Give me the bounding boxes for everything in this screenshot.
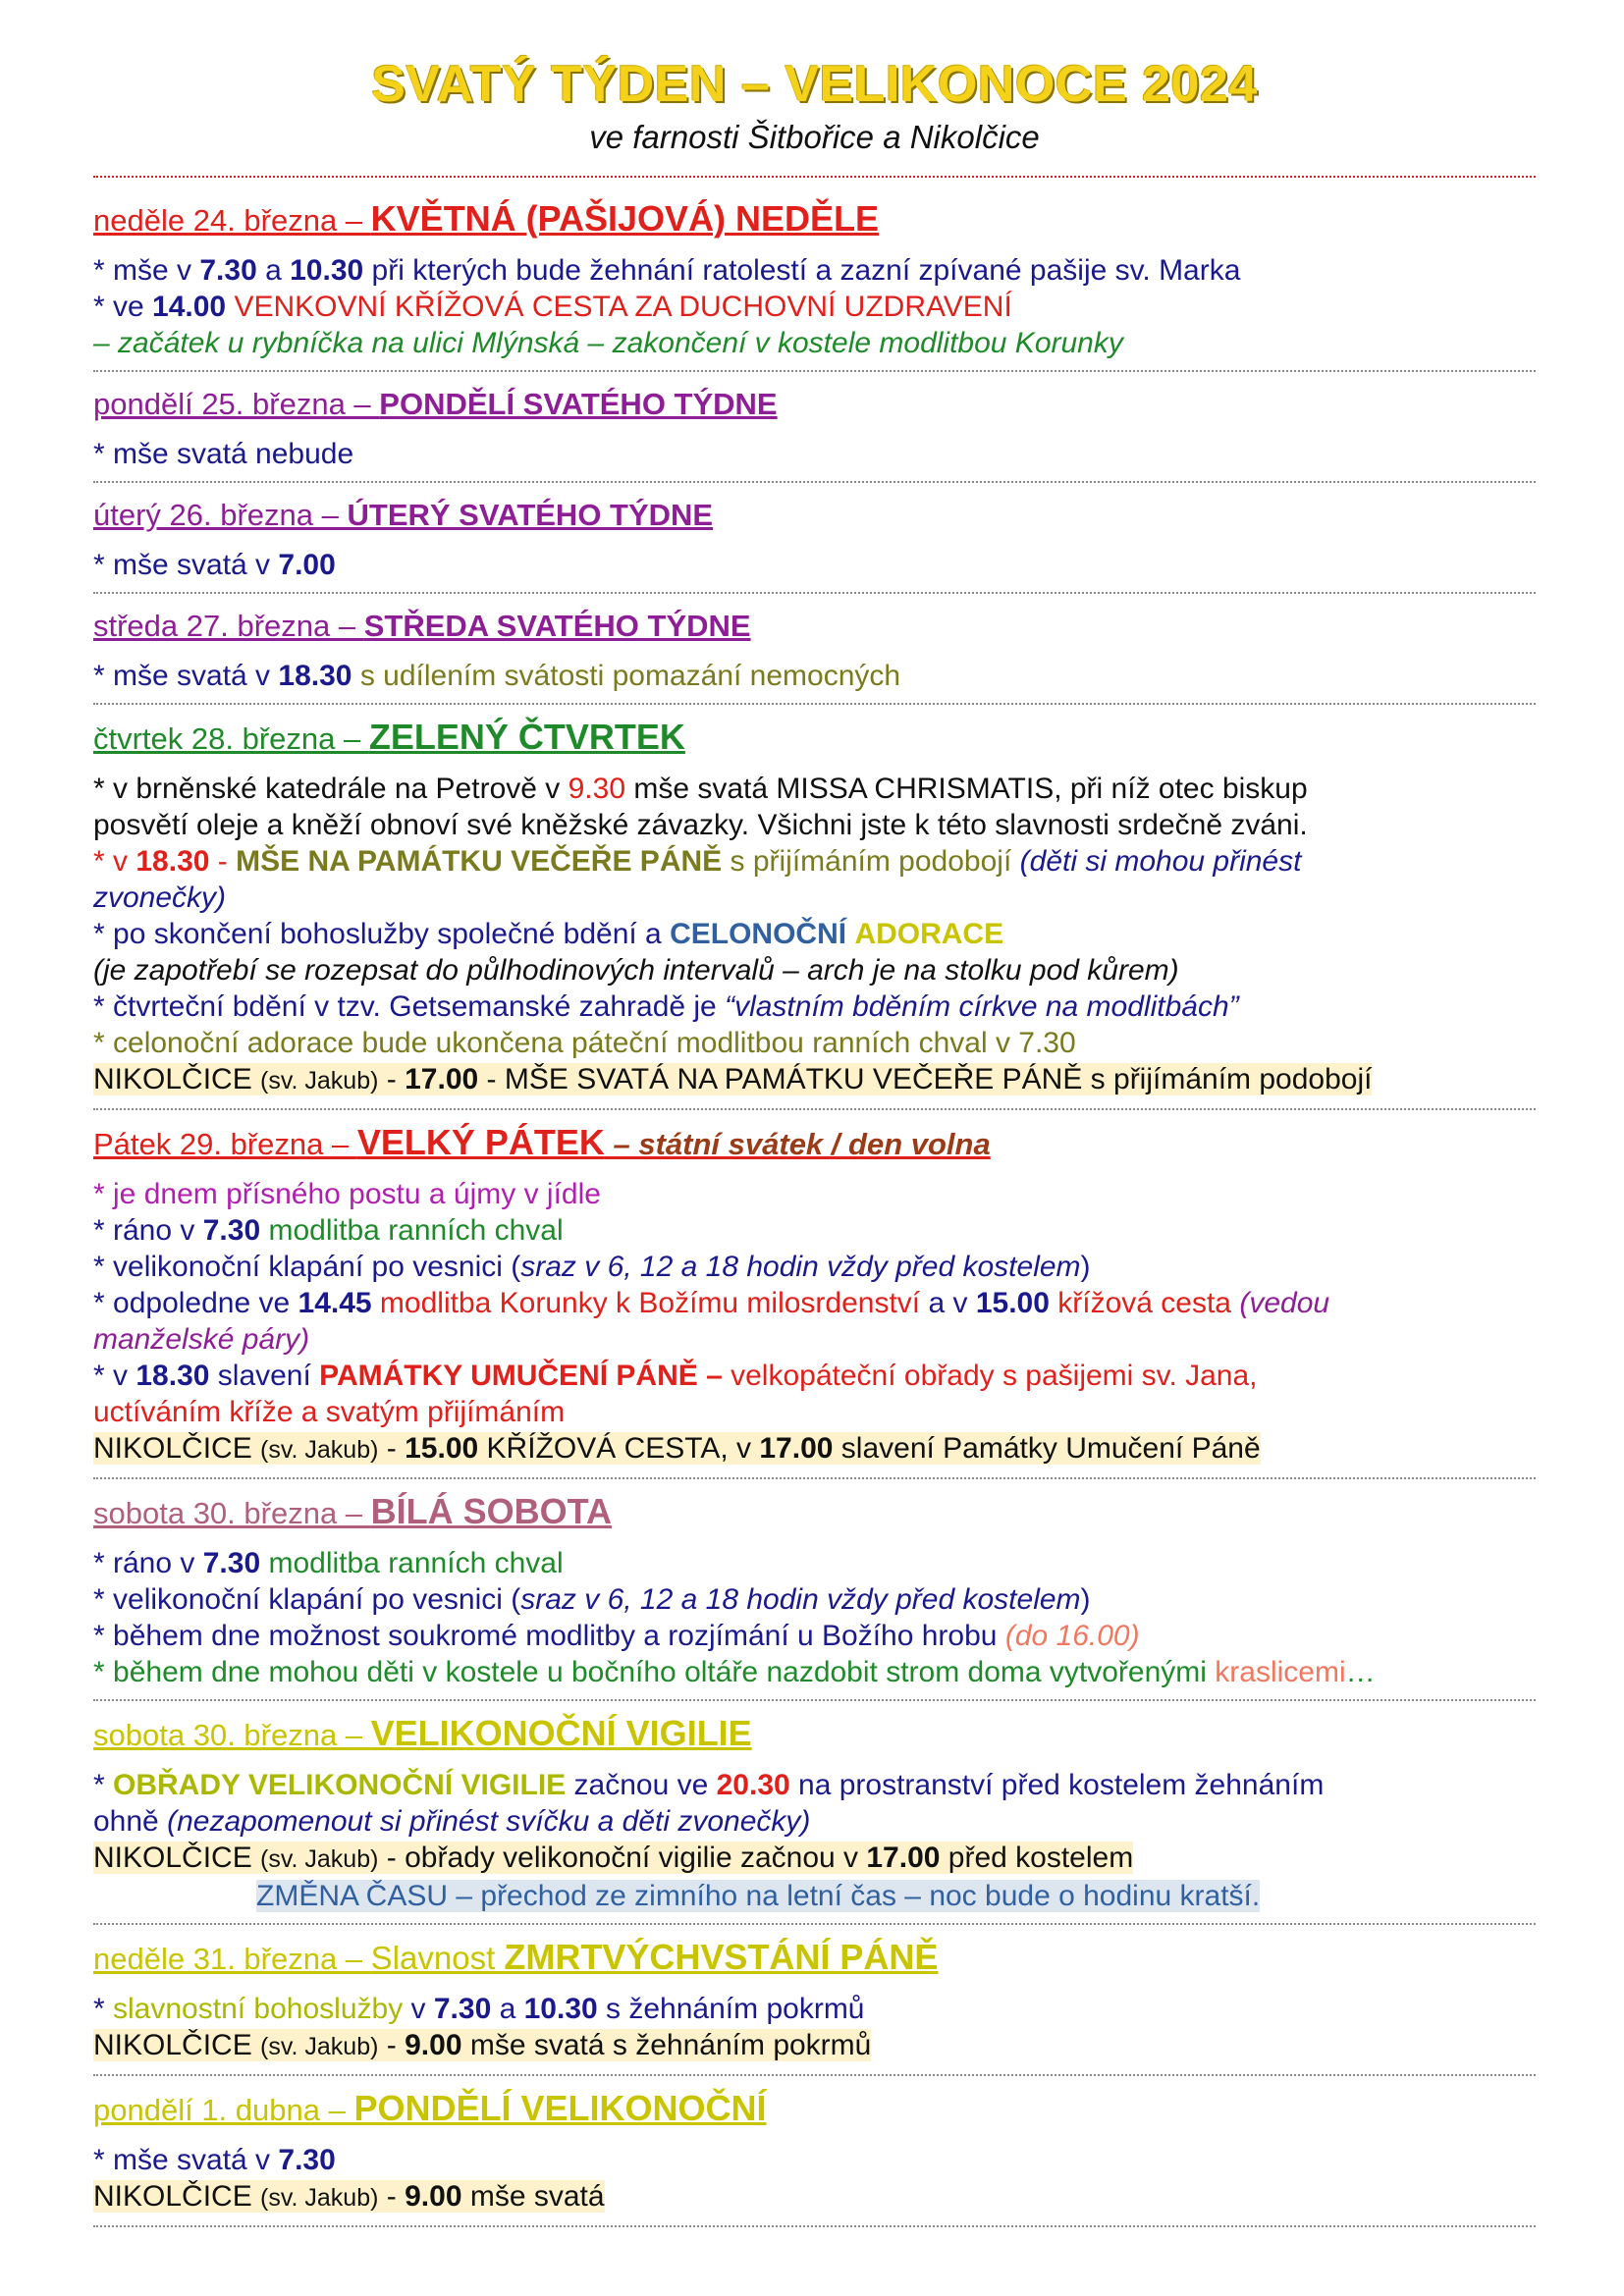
nikolcice-line: NIKOLČICE (sv. Jakub) - 17.00 - MŠE SVATÁ NA PAMÁTKU VEČEŘE PÁNĚ s přijímáním podobojí [93, 1063, 1373, 1095]
schedule-line: posvětí oleje a kněží obnoví své kněžské závazky. Všichni jste k této slavnosti srdečně zváni. [93, 809, 1308, 841]
section-heading: úterý 26. března – ÚTERÝ SVATÉHO TÝDNE [93, 498, 714, 532]
divider [93, 1108, 1536, 1110]
section-heading: čtvrtek 28. března – ZELENÝ ČTVRTEK [93, 717, 685, 757]
schedule-line: * během dne mohou děti v kostele u bočního oltáře nazdobit strom doma vytvořenými kraslicemi… [93, 1656, 1376, 1688]
schedule-line: ohně (nezapomenout si přinést svíčku a děti zvonečky) [93, 1805, 811, 1838]
schedule-line: uctíváním kříže a svatým přijímáním [93, 1396, 566, 1428]
section-heading: pondělí 1. dubna – PONDĚLÍ VELIKONOČNÍ [93, 2088, 767, 2128]
section-good-friday [93, 1121, 1536, 1468]
nikolcice-line: NIKOLČICE (sv. Jakub) - obřady velikonoční vigilie začnou v 17.00 před kostelem [93, 1842, 1134, 1874]
schedule-line: manželské páry) [93, 1323, 310, 1356]
section-easter-vigil [93, 1712, 1536, 1914]
section-easter-sunday [93, 1936, 1536, 2065]
divider [93, 2074, 1536, 2076]
schedule-line: – začátek u rybníčka na ulici Mlýnská – zakončení v kostele modlitbou Korunky [93, 327, 1123, 359]
section-holy-monday [93, 383, 1536, 472]
schedule-line: * odpoledne ve 14.45 modlitba Korunky k Božímu milosrdenství a v 15.00 křížová cesta (vedou [93, 1287, 1330, 1319]
nikolcice-line: NIKOLČICE (sv. Jakub) - 15.00 KŘÍŽOVÁ CESTA, v 17.00 slavení Památky Umučení Páně [93, 1432, 1261, 1465]
nikolcice-line: NIKOLČICE (sv. Jakub) - 9.00 mše svatá s žehnáním pokrmů [93, 2029, 872, 2061]
schedule-line: * v 18.30 - MŠE NA PAMÁTKU VEČEŘE PÁNĚ s přijímáním podobojí (děti si mohou přinést [93, 845, 1302, 878]
divider [93, 1477, 1536, 1479]
section-maundy-thursday [93, 716, 1536, 1099]
divider [93, 703, 1536, 705]
schedule-line: * mše svatá v 18.30 s udílením svátosti pomazání nemocných [93, 660, 901, 692]
divider [93, 481, 1536, 483]
divider [93, 370, 1536, 372]
section-holy-tuesday [93, 494, 1536, 583]
section-heading: Pátek 29. března – VELKÝ PÁTEK – státní svátek / den volna [93, 1122, 991, 1162]
section-heading: středa 27. března – STŘEDA SVATÉHO TÝDNE [93, 609, 751, 643]
schedule-line: * mše svatá v 7.00 [93, 549, 336, 581]
page-title: SVATÝ TÝDEN – VELIKONOCE 2024 [371, 56, 1258, 113]
schedule-line: (je zapotřebí se rozepsat do půlhodinových intervalů – arch je na stolku pod kůrem) [93, 954, 1179, 987]
section-palm-sunday [93, 197, 1536, 361]
schedule-line: * ráno v 7.30 modlitba ranních chval [93, 1214, 564, 1247]
schedule-line: * mše svatá v 7.30 [93, 2144, 336, 2176]
divider [93, 1699, 1536, 1701]
page-subtitle: ve farnosti Šitbořice a Nikolčice [589, 119, 1040, 155]
schedule-line: * ráno v 7.30 modlitba ranních chval [93, 1547, 564, 1579]
section-heading: neděle 24. března – KVĚTNÁ (PAŠIJOVÁ) NEDĚLE [93, 198, 880, 239]
schedule-line: * je dnem přísného postu a újmy v jídle [93, 1178, 601, 1210]
schedule-line: * po skončení bohoslužby společné bdění a CELONOČNÍ ADORACE [93, 918, 1004, 950]
schedule-line: * mše svatá nebude [93, 438, 354, 470]
section-heading: sobota 30. března – BÍLÁ SOBOTA [93, 1491, 612, 1531]
schedule-line: * ve 14.00 VENKOVNÍ KŘÍŽOVÁ CESTA ZA DUCHOVNÍ UZDRAVENÍ [93, 291, 1012, 323]
schedule-line: * velikonoční klapání po vesnici (sraz v 6, 12 a 18 hodin vždy před kostelem) [93, 1251, 1091, 1283]
schedule-line: * v brněnské katedrále na Petrově v 9.30 mše svatá MISSA CHRISMATIS, při níž otec biskup [93, 773, 1308, 805]
section-heading: sobota 30. března – VELIKONOČNÍ VIGILIE [93, 1713, 752, 1753]
nikolcice-line: NIKOLČICE (sv. Jakub) - 9.00 mše svatá [93, 2180, 605, 2213]
schedule-line: * během dne možnost soukromé modlitby a rozjímání u Božího hrobu (do 16.00) [93, 1620, 1140, 1652]
schedule-line: * velikonoční klapání po vesnici (sraz v 6, 12 a 18 hodin vždy před kostelem) [93, 1583, 1091, 1616]
schedule-line: * celonoční adorace bude ukončena páteční modlitbou ranních chval v 7.30 [93, 1027, 1076, 1059]
schedule-line: * OBŘADY VELIKONOČNÍ VIGILIE začnou ve 20.30 na prostranství před kostelem žehnáním [93, 1769, 1325, 1801]
schedule-line: * slavnostní bohoslužby v 7.30 a 10.30 s žehnáním pokrmů [93, 1993, 865, 2025]
schedule-line: * mše v 7.30 a 10.30 při kterých bude žehnání ratolestí a zazní zpívané pašije sv. Marka [93, 254, 1241, 287]
time-change-notice: ZMĚNA ČASU – přechod ze zimního na letní čas – noc bude o hodinu kratší. [256, 1880, 1261, 1912]
section-holy-wednesday [93, 605, 1536, 694]
schedule-line: zvonečky) [93, 881, 227, 914]
schedule-line: * v 18.30 slavení PAMÁTKY UMUČENÍ PÁNĚ – velkopáteční obřady s pašijemi sv. Jana, [93, 1360, 1258, 1392]
section-holy-saturday [93, 1490, 1536, 1690]
section-heading: pondělí 25. března – PONDĚLÍ SVATÉHO TÝDNE [93, 387, 778, 421]
divider [93, 2225, 1536, 2227]
schedule-line: * čtvrteční bdění v tzv. Getsemanské zahradě je “vlastním bděním církve na modlitbách” [93, 990, 1239, 1023]
divider [93, 592, 1536, 594]
divider [93, 1923, 1536, 1925]
section-heading: neděle 31. března – Slavnost ZMRTVÝCHVSTÁNÍ PÁNĚ [93, 1937, 939, 1977]
title-divider [93, 176, 1536, 178]
section-easter-monday [93, 2087, 1536, 2216]
